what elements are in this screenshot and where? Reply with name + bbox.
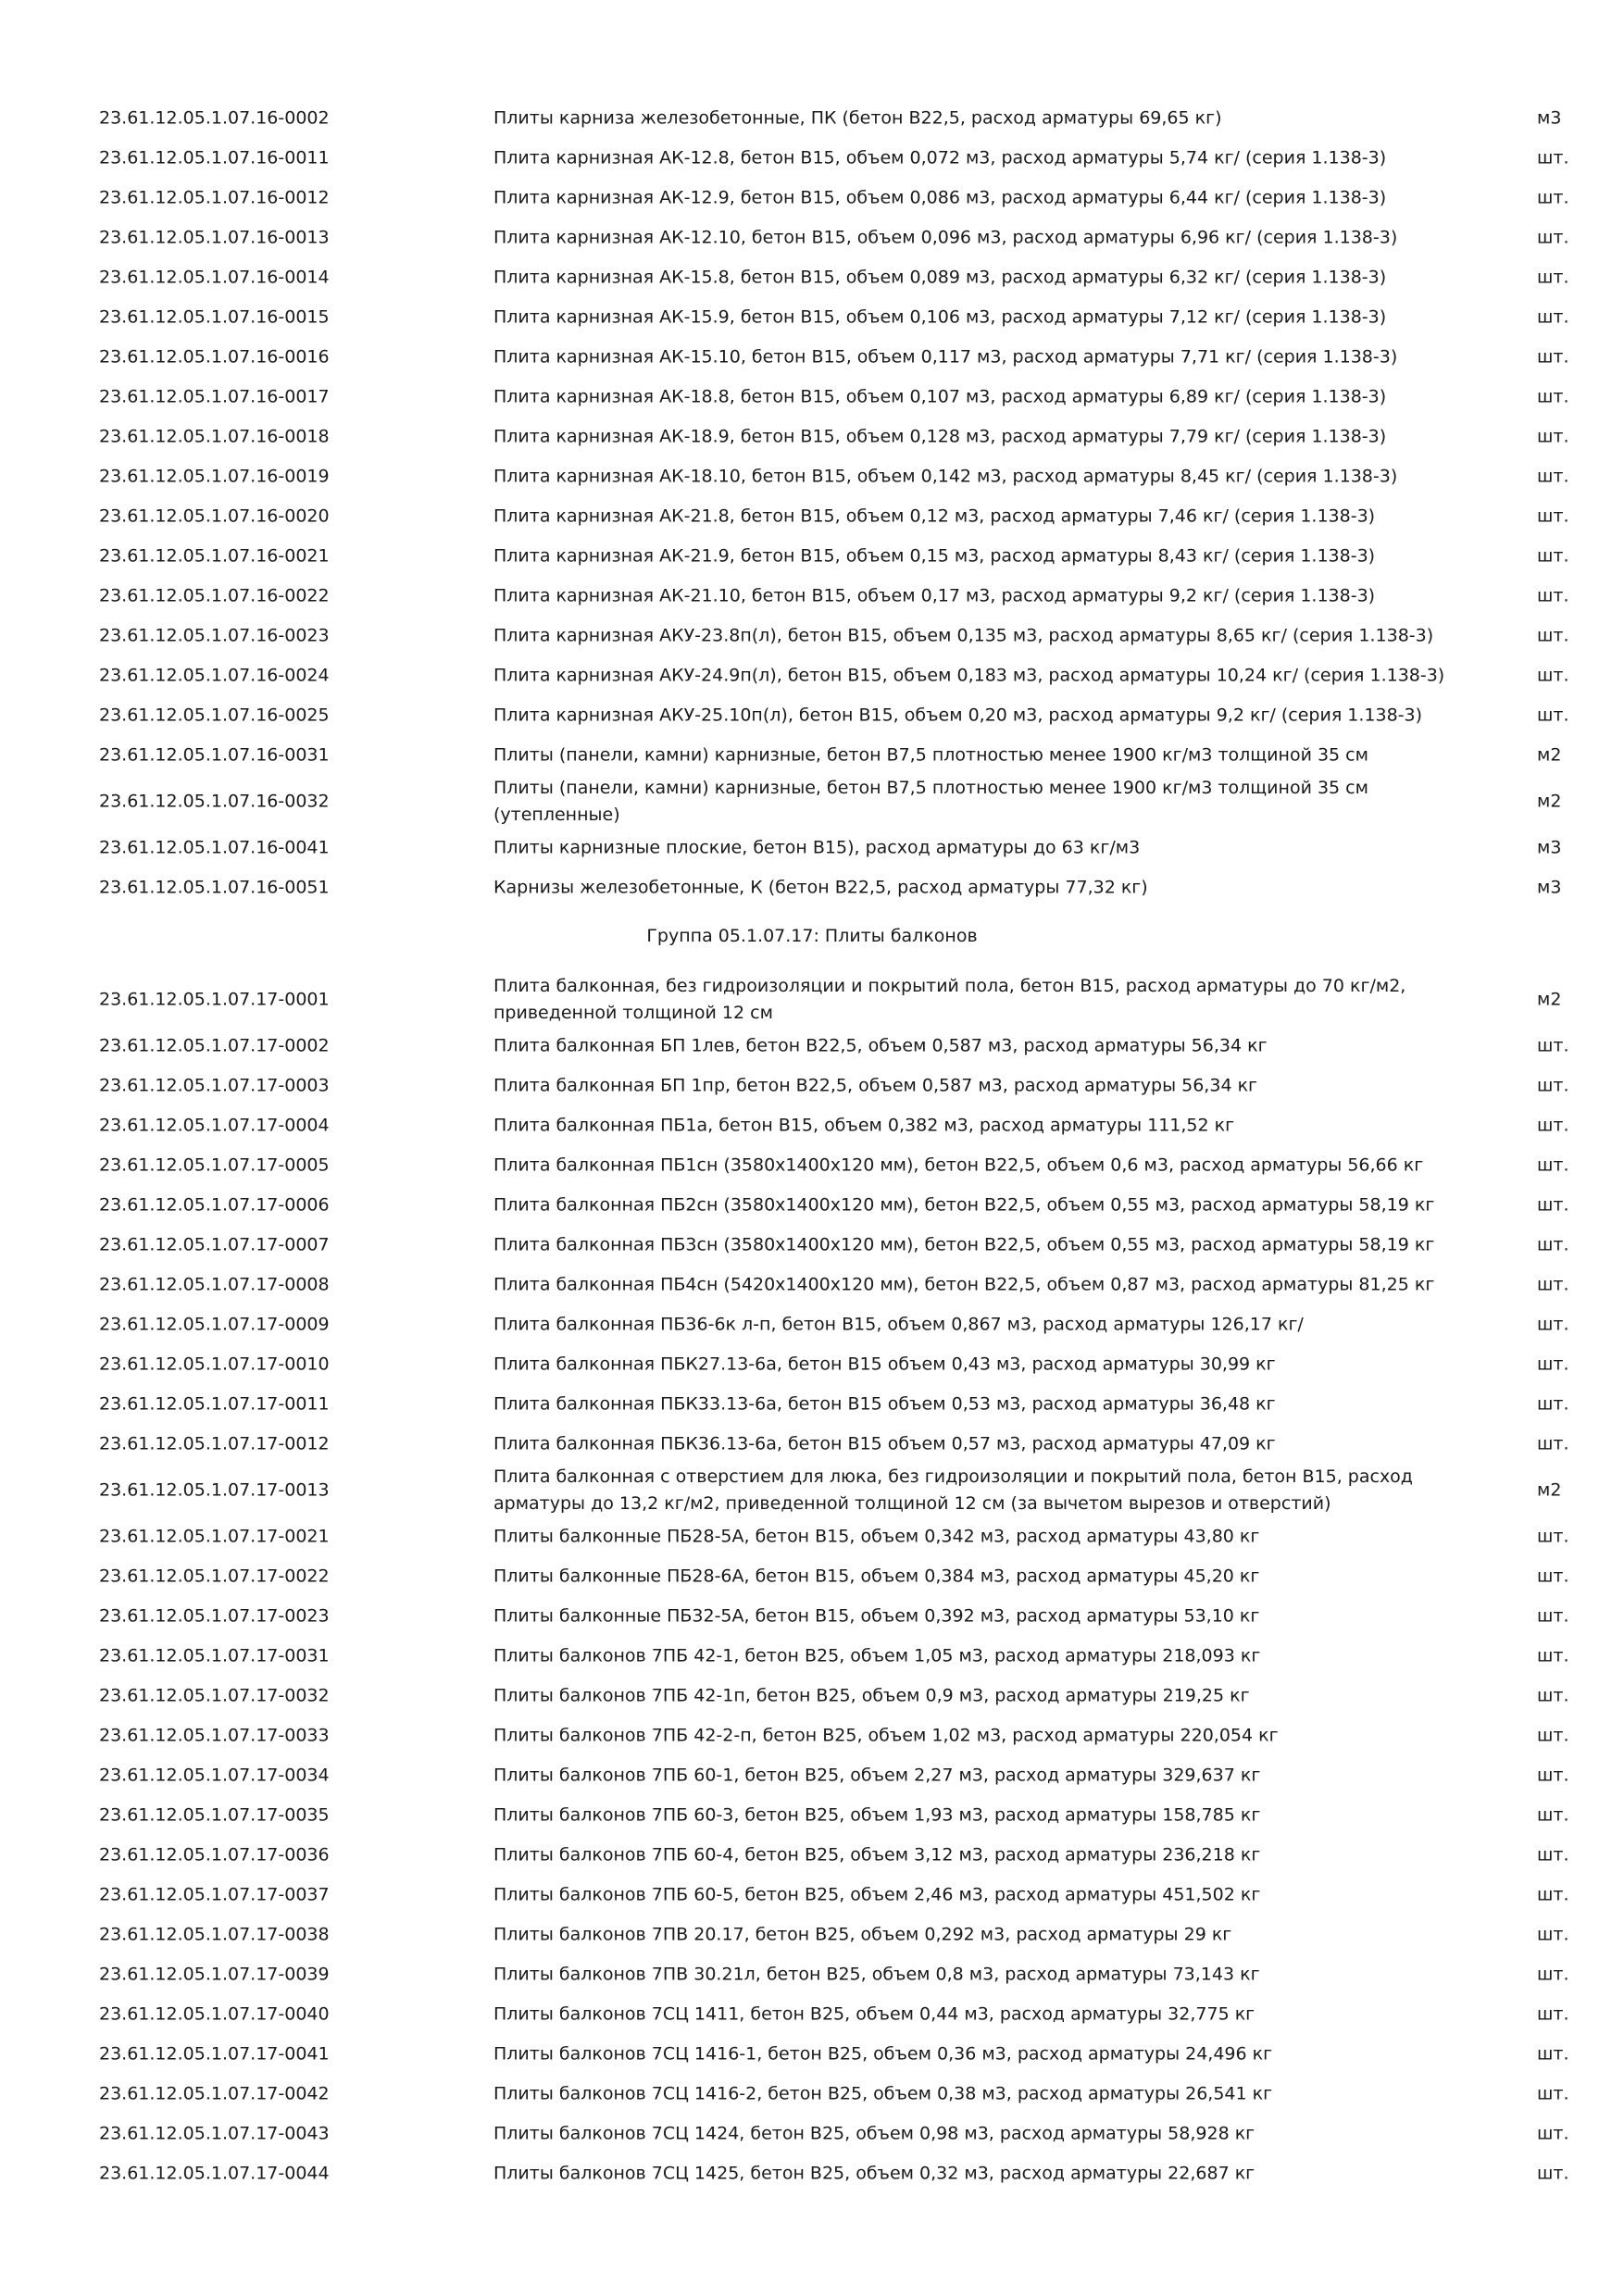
table-row: [0, 1516, 1624, 1556]
item-code: 23.61.12.05.1.07.16-0041: [99, 837, 330, 857]
item-code: 23.61.12.05.1.07.16-0051: [99, 877, 330, 897]
item-unit: шт.: [1537, 2123, 1569, 2143]
item-unit: шт.: [1537, 1804, 1569, 1825]
item-code: 23.61.12.05.1.07.17-0033: [99, 1725, 330, 1745]
table-row: [0, 1994, 1624, 2034]
item-description: Плиты карниза железобетонные, ПК (бетон В22,5, расход арматуры 69,65 кг): [493, 107, 1222, 128]
table-row: [0, 1464, 1624, 1516]
item-unit: м3: [1537, 837, 1562, 857]
item-unit: шт.: [1537, 1605, 1569, 1626]
table-row: [0, 1596, 1624, 1636]
item-unit: шт.: [1537, 1725, 1569, 1745]
price-list-section-balcony-slabs: [0, 973, 1624, 2193]
item-unit: шт.: [1537, 505, 1569, 526]
item-code: 23.61.12.05.1.07.17-0043: [99, 2123, 330, 2143]
item-unit: шт.: [1537, 1194, 1569, 1215]
item-unit: шт.: [1537, 1274, 1569, 1294]
item-unit: шт.: [1537, 267, 1569, 287]
table-row: [0, 1795, 1624, 1835]
item-code: 23.61.12.05.1.07.17-0032: [99, 1685, 330, 1705]
item-code: 23.61.12.05.1.07.17-0042: [99, 2083, 330, 2103]
item-description: Плита балконная БП 1лев, бетон В22,5, объем 0,587 м3, расход арматуры 56,34 кг: [493, 1035, 1268, 1055]
table-row: [0, 1066, 1624, 1105]
item-unit: м2: [1537, 744, 1562, 765]
item-code: 23.61.12.05.1.07.16-0032: [99, 791, 330, 811]
table-row: [0, 1265, 1624, 1304]
item-unit: шт.: [1537, 1566, 1569, 1586]
table-row: [0, 1304, 1624, 1344]
item-description: Плита карнизная АК-21.10, бетон В15, объем 0,17 м3, расход арматуры 9,2 кг/ (серия 1.138-3): [493, 585, 1376, 605]
item-code: 23.61.12.05.1.07.17-0036: [99, 1844, 330, 1865]
item-unit: шт.: [1537, 1645, 1569, 1666]
table-row: [0, 1344, 1624, 1384]
item-code: 23.61.12.05.1.07.17-0013: [99, 1479, 330, 1500]
item-code: 23.61.12.05.1.07.16-0012: [99, 187, 330, 207]
item-description: Плита карнизная АК-12.8, бетон В15, объем 0,072 м3, расход арматуры 5,74 кг/ (серия 1.138-3): [493, 147, 1387, 168]
table-row: [0, 1835, 1624, 1875]
item-description: Плиты балконов 7ПВ 20.17, бетон В25, объем 0,292 м3, расход арматуры 29 кг: [493, 1924, 1232, 1944]
item-unit: м2: [1537, 1479, 1562, 1500]
item-description: Плиты балконные ПБ32-5А, бетон В15, объем 0,392 м3, расход арматуры 53,10 кг: [493, 1605, 1260, 1626]
item-code: 23.61.12.05.1.07.17-0001: [99, 989, 330, 1009]
item-unit: шт.: [1537, 1433, 1569, 1454]
table-row: [0, 2074, 1624, 2114]
item-unit: шт.: [1537, 1075, 1569, 1095]
item-code: 23.61.12.05.1.07.16-0020: [99, 505, 330, 526]
table-row: [0, 337, 1624, 377]
table-row: [0, 98, 1624, 138]
item-code: 23.61.12.05.1.07.17-0038: [99, 1924, 330, 1944]
item-unit: шт.: [1537, 665, 1569, 685]
item-description: Плиты карнизные плоские, бетон В15), расход арматуры до 63 кг/м3: [493, 837, 1141, 857]
table-row: [0, 775, 1624, 828]
item-description: Плита балконная ПБ4сн (5420х1400х120 мм), бетон В22,5, объем 0,87 м3, расход арматуры 81,25 кг: [493, 1274, 1435, 1294]
item-unit: шт.: [1537, 1685, 1569, 1705]
item-unit: м3: [1537, 107, 1562, 128]
item-unit: шт.: [1537, 1035, 1569, 1055]
table-row: [0, 973, 1624, 1026]
item-code: 23.61.12.05.1.07.17-0044: [99, 2163, 330, 2183]
table-row: [0, 867, 1624, 907]
item-description: Плиты балконов 7СЦ 1411, бетон В25, объем 0,44 м3, расход арматуры 32,775 кг: [493, 2003, 1255, 2024]
item-description: Плиты балконов 7ПБ 42-2-п, бетон В25, объем 1,02 м3, расход арматуры 220,054 кг: [493, 1725, 1279, 1745]
item-description: Плита карнизная АК-21.9, бетон В15, объем 0,15 м3, расход арматуры 8,43 кг/ (серия 1.138-3): [493, 545, 1376, 566]
table-row: [0, 2034, 1624, 2074]
table-row: [0, 695, 1624, 735]
item-unit: м3: [1537, 877, 1562, 897]
item-description: Плита балконная ПБ1а, бетон В15, объем 0,382 м3, расход арматуры 111,52 кг: [493, 1115, 1235, 1135]
item-unit: шт.: [1537, 1526, 1569, 1546]
item-description: Плиты балконов 7ПБ 60-3, бетон В25, объем 1,93 м3, расход арматуры 158,785 кг: [493, 1804, 1261, 1825]
item-description: Плиты балконов 7ПБ 60-5, бетон В25, объем 2,46 м3, расход арматуры 451,502 кг: [493, 1884, 1261, 1904]
item-description: Плита балконная ПБ36-6к л-п, бетон В15, объем 0,867 м3, расход арматуры 126,17 кг/: [493, 1314, 1304, 1334]
item-unit: шт.: [1537, 625, 1569, 645]
item-code: 23.61.12.05.1.07.17-0021: [99, 1526, 330, 1546]
item-code: 23.61.12.05.1.07.17-0006: [99, 1194, 330, 1215]
item-unit: шт.: [1537, 2163, 1569, 2183]
table-row: [0, 1716, 1624, 1755]
item-description: Плита карнизная АК-18.8, бетон В15, объем 0,107 м3, расход арматуры 6,89 кг/ (серия 1.138-3): [493, 386, 1387, 406]
item-unit: шт.: [1537, 306, 1569, 327]
item-unit: шт.: [1537, 1765, 1569, 1785]
item-code: 23.61.12.05.1.07.17-0007: [99, 1234, 330, 1254]
table-row: [0, 2153, 1624, 2193]
item-unit: шт.: [1537, 346, 1569, 367]
item-code: 23.61.12.05.1.07.16-0022: [99, 585, 330, 605]
item-description: Плиты балконов 7ПБ 42-1, бетон В25, объем 1,05 м3, расход арматуры 218,093 кг: [493, 1645, 1261, 1666]
table-row: [0, 1384, 1624, 1424]
item-description: Карнизы железобетонные, К (бетон В22,5, расход арматуры 77,32 кг): [493, 877, 1148, 897]
item-description: Плиты (панели, камни) карнизные, бетон В7,5 плотностью менее 1900 кг/м3 толщиной 35 см (утепленные): [493, 777, 1368, 825]
table-row: [0, 1105, 1624, 1145]
table-row: [0, 456, 1624, 496]
item-description: Плита карнизная АК-12.10, бетон В15, объем 0,096 м3, расход арматуры 6,96 кг/ (серия 1.138-3): [493, 227, 1398, 247]
table-row: [0, 1556, 1624, 1596]
item-code: 23.61.12.05.1.07.17-0035: [99, 1804, 330, 1825]
item-code: 23.61.12.05.1.07.17-0012: [99, 1433, 330, 1454]
item-code: 23.61.12.05.1.07.17-0002: [99, 1035, 330, 1055]
item-code: 23.61.12.05.1.07.16-0024: [99, 665, 330, 685]
item-description: Плита карнизная АК-12.9, бетон В15, объем 0,086 м3, расход арматуры 6,44 кг/ (серия 1.138-3): [493, 187, 1387, 207]
price-list-section-cornice-slabs: [0, 98, 1624, 907]
table-row: [0, 576, 1624, 616]
item-description: Плиты балконов 7ПБ 42-1п, бетон В25, объем 0,9 м3, расход арматуры 219,25 кг: [493, 1685, 1250, 1705]
item-description: Плита карнизная АКУ-23.8п(л), бетон В15, объем 0,135 м3, расход арматуры 8,65 кг/ (серия 1.138-3): [493, 625, 1434, 645]
item-code: 23.61.12.05.1.07.17-0023: [99, 1605, 330, 1626]
table-row: [0, 1636, 1624, 1676]
item-description: Плиты (панели, камни) карнизные, бетон В7,5 плотностью менее 1900 кг/м3 толщиной 35 см: [493, 744, 1368, 765]
item-unit: шт.: [1537, 1884, 1569, 1904]
item-description: Плита балконная ПБК27.13-6а, бетон В15 объем 0,43 м3, расход арматуры 30,99 кг: [493, 1354, 1276, 1374]
item-code: 23.61.12.05.1.07.16-0013: [99, 227, 330, 247]
item-unit: шт.: [1537, 187, 1569, 207]
table-row: [0, 1424, 1624, 1464]
item-description: Плита карнизная АКУ-24.9п(л), бетон В15, объем 0,183 м3, расход арматуры 10,24 кг/ (серия 1.138-3): [493, 665, 1445, 685]
item-description: Плита балконная ПБК36.13-6а, бетон В15 объем 0,57 м3, расход арматуры 47,09 кг: [493, 1433, 1276, 1454]
item-description: Плита карнизная АК-15.10, бетон В15, объем 0,117 м3, расход арматуры 7,71 кг/ (серия 1.138-3): [493, 346, 1398, 367]
item-unit: шт.: [1537, 1234, 1569, 1254]
item-description: Плиты балконные ПБ28-5А, бетон В15, объем 0,342 м3, расход арматуры 43,80 кг: [493, 1526, 1260, 1546]
item-code: 23.61.12.05.1.07.17-0041: [99, 2043, 330, 2064]
item-unit: шт.: [1537, 1844, 1569, 1865]
item-unit: м2: [1537, 791, 1562, 811]
item-code: 23.61.12.05.1.07.17-0039: [99, 1964, 330, 1984]
table-row: [0, 377, 1624, 417]
item-code: 23.61.12.05.1.07.16-0031: [99, 744, 330, 765]
table-row: [0, 1225, 1624, 1265]
table-row: [0, 1755, 1624, 1795]
item-code: 23.61.12.05.1.07.17-0022: [99, 1566, 330, 1586]
item-code: 23.61.12.05.1.07.16-0014: [99, 267, 330, 287]
item-description: Плита карнизная АК-18.9, бетон В15, объем 0,128 м3, расход арматуры 7,79 кг/ (серия 1.138-3): [493, 426, 1387, 446]
item-unit: шт.: [1537, 1115, 1569, 1135]
item-unit: шт.: [1537, 227, 1569, 247]
item-unit: шт.: [1537, 386, 1569, 406]
item-code: 23.61.12.05.1.07.16-0018: [99, 426, 330, 446]
item-code: 23.61.12.05.1.07.17-0005: [99, 1154, 330, 1175]
table-row: [0, 536, 1624, 576]
table-row: [0, 1915, 1624, 1954]
group-heading: Группа 05.1.07.17: Плиты балконов: [646, 926, 978, 946]
item-code: 23.61.12.05.1.07.17-0009: [99, 1314, 330, 1334]
table-row: [0, 735, 1624, 775]
item-description: Плиты балконов 7СЦ 1416-1, бетон В25, объем 0,36 м3, расход арматуры 24,496 кг: [493, 2043, 1273, 2064]
item-unit: шт.: [1537, 1964, 1569, 1984]
item-description: Плиты балконов 7СЦ 1424, бетон В25, объем 0,98 м3, расход арматуры 58,928 кг: [493, 2123, 1255, 2143]
item-description: Плита карнизная АК-15.9, бетон В15, объем 0,106 м3, расход арматуры 7,12 кг/ (серия 1.138-3): [493, 306, 1387, 327]
table-row: [0, 1026, 1624, 1066]
item-unit: шт.: [1537, 1393, 1569, 1414]
item-code: 23.61.12.05.1.07.17-0034: [99, 1765, 330, 1785]
table-row: [0, 1185, 1624, 1225]
table-row: [0, 1875, 1624, 1915]
item-code: 23.61.12.05.1.07.16-0023: [99, 625, 330, 645]
item-unit: шт.: [1537, 1354, 1569, 1374]
item-unit: шт.: [1537, 2003, 1569, 2024]
item-code: 23.61.12.05.1.07.17-0040: [99, 2003, 330, 2024]
item-unit: шт.: [1537, 1314, 1569, 1334]
item-unit: шт.: [1537, 2083, 1569, 2103]
item-description: Плита карнизная АК-15.8, бетон В15, объем 0,089 м3, расход арматуры 6,32 кг/ (серия 1.138-3): [493, 267, 1387, 287]
table-row: [0, 257, 1624, 297]
item-code: 23.61.12.05.1.07.17-0037: [99, 1884, 330, 1904]
item-unit: шт.: [1537, 2043, 1569, 2064]
item-description: Плиты балконов 7СЦ 1416-2, бетон В25, объем 0,38 м3, расход арматуры 26,541 кг: [493, 2083, 1273, 2103]
item-code: 23.61.12.05.1.07.17-0031: [99, 1645, 330, 1666]
item-code: 23.61.12.05.1.07.16-0016: [99, 346, 330, 367]
item-unit: м2: [1537, 989, 1562, 1009]
item-description: Плиты балконов 7СЦ 1425, бетон В25, объем 0,32 м3, расход арматуры 22,687 кг: [493, 2163, 1255, 2183]
item-code: 23.61.12.05.1.07.16-0017: [99, 386, 330, 406]
table-row: [0, 218, 1624, 257]
table-row: [0, 655, 1624, 695]
item-unit: шт.: [1537, 545, 1569, 566]
item-code: 23.61.12.05.1.07.16-0015: [99, 306, 330, 327]
item-description: Плита балконная с отверстием для люка, без гидроизоляции и покрытий пола, бетон В15, расход арматуры до 13,2 кг/м2, приведенной толщиной 12 см (за вычетом вырезов и отверстий): [493, 1466, 1413, 1514]
table-row: [0, 138, 1624, 178]
item-description: Плита балконная, без гидроизоляции и покрытий пола, бетон В15, расход арматуры до 70 кг/м2, приведенной толщиной 12 см: [493, 975, 1406, 1023]
table-row: [0, 616, 1624, 655]
table-row: [0, 496, 1624, 536]
table-row: [0, 1676, 1624, 1716]
table-row: [0, 297, 1624, 337]
item-description: Плита балконная ПБ2сн (3580х1400х120 мм), бетон В22,5, объем 0,55 м3, расход арматуры 58,19 кг: [493, 1194, 1435, 1215]
item-description: Плиты балконов 7ПБ 60-4, бетон В25, объем 3,12 м3, расход арматуры 236,218 кг: [493, 1844, 1261, 1865]
table-row: [0, 1954, 1624, 1994]
item-description: Плита балконная ПБ1сн (3580х1400х120 мм), бетон В22,5, объем 0,6 м3, расход арматуры 56,66 кг: [493, 1154, 1424, 1175]
item-code: 23.61.12.05.1.07.17-0003: [99, 1075, 330, 1095]
table-row: [0, 828, 1624, 867]
item-code: 23.61.12.05.1.07.16-0019: [99, 466, 330, 486]
item-description: Плиты балконные ПБ28-6А, бетон В15, объем 0,384 м3, расход арматуры 45,20 кг: [493, 1566, 1260, 1586]
item-code: 23.61.12.05.1.07.16-0021: [99, 545, 330, 566]
item-description: Плита карнизная АКУ-25.10п(л), бетон В15, объем 0,20 м3, расход арматуры 9,2 кг/ (серия 1.138-3): [493, 705, 1423, 725]
item-code: 23.61.12.05.1.07.16-0002: [99, 107, 330, 128]
item-description: Плита карнизная АК-21.8, бетон В15, объем 0,12 м3, расход арматуры 7,46 кг/ (серия 1.138-3): [493, 505, 1376, 526]
item-unit: шт.: [1537, 1154, 1569, 1175]
item-unit: шт.: [1537, 426, 1569, 446]
item-unit: шт.: [1537, 147, 1569, 168]
item-unit: шт.: [1537, 585, 1569, 605]
item-description: Плита балконная ПБ3сн (3580х1400х120 мм), бетон В22,5, объем 0,55 м3, расход арматуры 58,19 кг: [493, 1234, 1435, 1254]
item-code: 23.61.12.05.1.07.17-0011: [99, 1393, 330, 1414]
table-row: [0, 1145, 1624, 1185]
item-unit: шт.: [1537, 1924, 1569, 1944]
item-description: Плиты балконов 7ПВ 30.21л, бетон В25, объем 0,8 м3, расход арматуры 73,143 кг: [493, 1964, 1260, 1984]
table-row: [0, 178, 1624, 218]
item-code: 23.61.12.05.1.07.16-0011: [99, 147, 330, 168]
item-code: 23.61.12.05.1.07.17-0004: [99, 1115, 330, 1135]
item-unit: шт.: [1537, 705, 1569, 725]
item-code: 23.61.12.05.1.07.16-0025: [99, 705, 330, 725]
table-row: [0, 2114, 1624, 2153]
item-description: Плита карнизная АК-18.10, бетон В15, объем 0,142 м3, расход арматуры 8,45 кг/ (серия 1.138-3): [493, 466, 1398, 486]
item-description: Плита балконная ПБК33.13-6а, бетон В15 объем 0,53 м3, расход арматуры 36,48 кг: [493, 1393, 1276, 1414]
item-code: 23.61.12.05.1.07.17-0008: [99, 1274, 330, 1294]
item-description: Плита балконная БП 1пр, бетон В22,5, объем 0,587 м3, расход арматуры 56,34 кг: [493, 1075, 1258, 1095]
table-row: [0, 417, 1624, 456]
item-code: 23.61.12.05.1.07.17-0010: [99, 1354, 330, 1374]
item-description: Плиты балконов 7ПБ 60-1, бетон В25, объем 2,27 м3, расход арматуры 329,637 кг: [493, 1765, 1261, 1785]
item-unit: шт.: [1537, 466, 1569, 486]
